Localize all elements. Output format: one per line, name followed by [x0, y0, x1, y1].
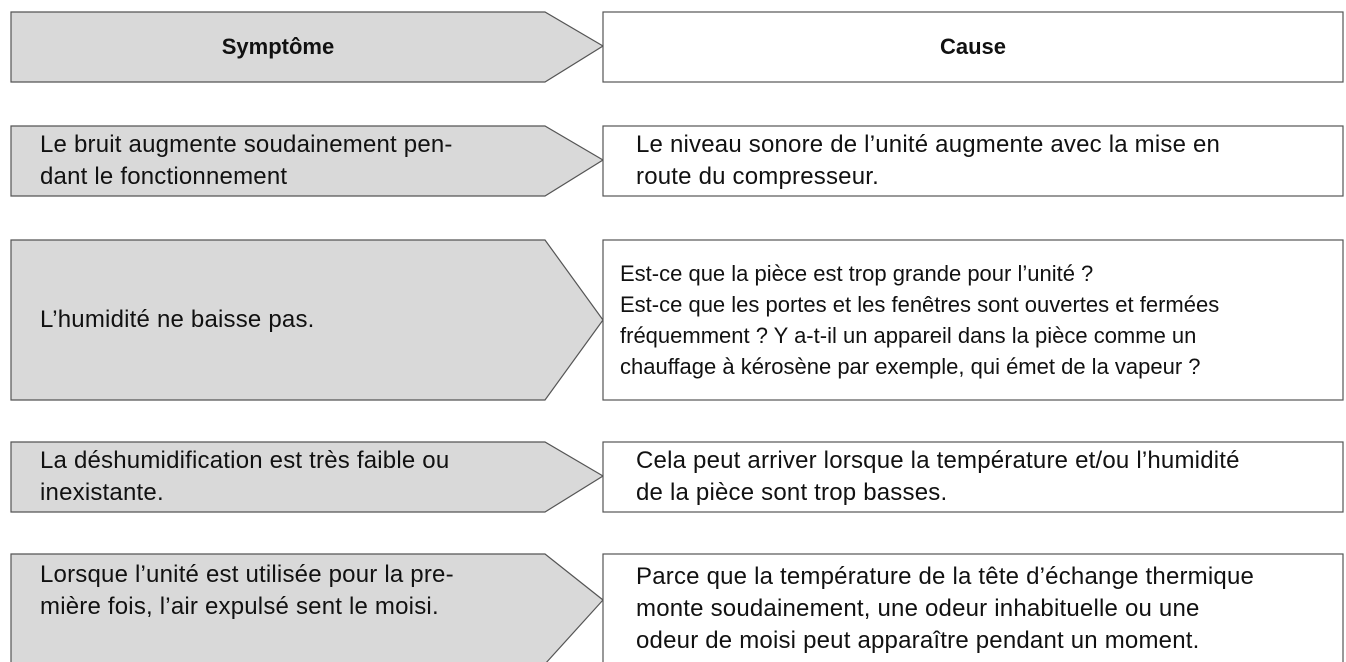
- cause-text-4: [636, 560, 1254, 658]
- cause-line: chauffage à kérosène par exemple, qui émet de la vapeur ?: [620, 354, 1201, 379]
- cause-line: Parce que la température de la tête d’échange thermique: [636, 563, 1255, 590]
- cause-line: Est-ce que les portes et les fenêtres sont ouvertes et fermées: [620, 292, 1220, 317]
- cause-line: de la pièce sont trop basses.: [636, 479, 948, 506]
- cause-line: fréquemment ? Y a-t-il un appareil dans la pièce comme un: [620, 323, 1197, 348]
- cause-line: Le niveau sonore de l’unité augmente avec la mise en: [636, 131, 1221, 158]
- symptom-line: inexistante.: [40, 479, 164, 506]
- cause-line: Cela peut arriver lorsque la température et/ou l’humidité: [636, 447, 1240, 474]
- symptom-line: La déshumidification est très faible ou: [40, 447, 450, 474]
- cause-header-label: Cause: [939, 34, 1007, 59]
- cause-line: Est-ce que la pièce est trop grande pour l’unité ?: [620, 261, 1094, 286]
- cause-text-3: [636, 444, 1240, 510]
- symptom-text-2: [40, 242, 315, 398]
- symptom-header-label: Symptôme: [221, 34, 335, 59]
- symptom-line: dant le fonctionnement: [40, 163, 288, 190]
- symptom-text-1: [40, 128, 453, 194]
- cause-line: route du compresseur.: [636, 163, 879, 190]
- cause-text-2: [620, 242, 1219, 398]
- symptom-text-3: [40, 444, 449, 510]
- symptom-line: L’humidité ne baisse pas.: [40, 306, 315, 333]
- symptom-line: Lorsque l’unité est utilisée pour la pre-: [40, 561, 454, 588]
- symptom-line: Le bruit augmente soudainement pen-: [40, 131, 453, 158]
- cause-line: odeur de moisi peut apparaître pendant un moment.: [636, 627, 1200, 654]
- symptom-text-4: [40, 558, 454, 624]
- symptom-line: mière fois, l’air expulsé sent le moisi.: [40, 593, 439, 620]
- cause-text-1: [636, 128, 1220, 194]
- cause-line: monte soudainement, une odeur inhabituelle ou une: [636, 595, 1200, 622]
